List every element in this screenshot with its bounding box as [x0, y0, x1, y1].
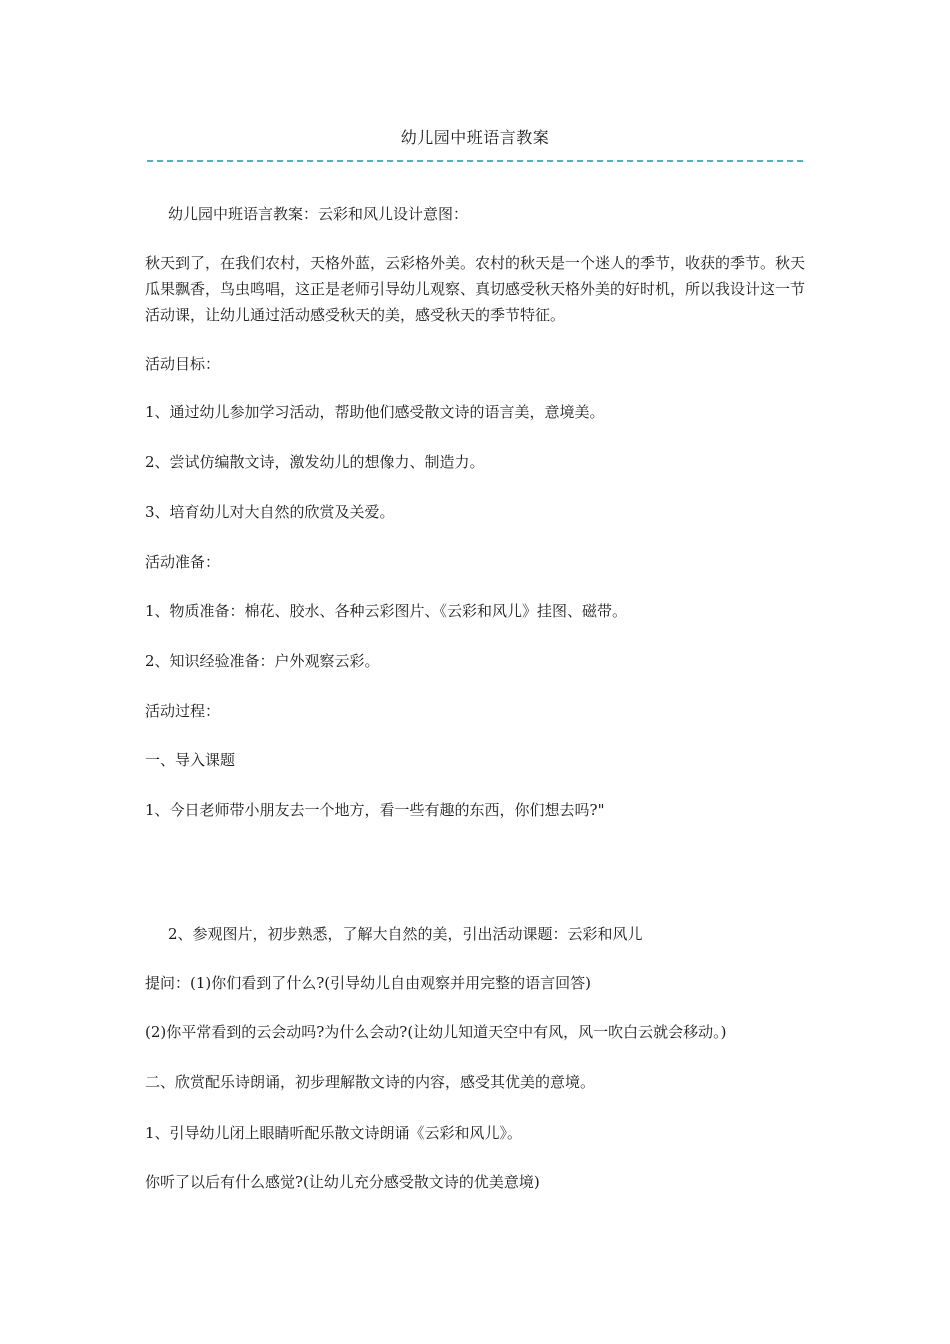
- step-2-1: 1、引导幼儿闭上眼睛听配乐散文诗朗诵《云彩和风儿》。: [145, 1124, 523, 1142]
- step-2-question: 你听了以后有什么感觉?(让幼儿充分感受散文诗的优美意境): [145, 1173, 540, 1191]
- preparation-1: 1、物质准备：棉花、胶水、各种云彩图片、《云彩和风儿》挂图、磁带。: [145, 602, 628, 620]
- objective-3: 3、培育幼儿对大自然的欣赏及关爱。: [145, 503, 395, 521]
- preparation-heading: 活动准备：: [145, 553, 221, 571]
- step-1-1: 1、今日老师带小朋友去一个地方，看一些有趣的东西，你们想去吗?": [145, 801, 605, 819]
- process-heading: 活动过程：: [145, 702, 221, 720]
- question-1: 提问：(1)你们看到了什么?(引导幼儿自由观察并用完整的语言回答): [145, 974, 591, 992]
- section-1-heading: 一、导入课题: [145, 751, 236, 769]
- design-intent-paragraph: 秋天到了，在我们农村，天格外蓝，云彩格外美。农村的秋天是一个迷人的季节，收获的季节。秋天瓜果飘香，鸟虫鸣唱，这正是老师引导幼儿观察、真切感受秋天格外美的好时机，所以我设计这一节活动课，让幼儿通过活动感受秋天的美，感受秋天的季节特征。: [145, 254, 806, 324]
- objective-2: 2、尝试仿编散文诗，激发幼儿的想像力、制造力。: [145, 453, 485, 471]
- objective-1: 1、通过幼儿参加学习活动，帮助他们感受散文诗的语言美，意境美。: [145, 403, 605, 421]
- step-1-2: 2、参观图片，初步熟悉，了解大自然的美，引出活动课题：云彩和风儿: [168, 925, 643, 943]
- objectives-heading: 活动目标：: [145, 355, 221, 373]
- preparation-2: 2、知识经验准备：户外观察云彩。: [145, 652, 380, 670]
- document-title: 幼儿园中班语言教案: [400, 128, 550, 147]
- title-dashed-rule: [147, 160, 803, 162]
- section-2-heading: 二、欣赏配乐诗朗诵，初步理解散文诗的内容，感受其优美的意境。: [145, 1073, 596, 1091]
- design-intent-heading: 幼儿园中班语言教案：云彩和风儿设计意图：: [168, 205, 469, 223]
- question-2: (2)你平常看到的云会动吗?为什么会动?(让幼儿知道天空中有风，风一吹白云就会移动。): [145, 1023, 727, 1041]
